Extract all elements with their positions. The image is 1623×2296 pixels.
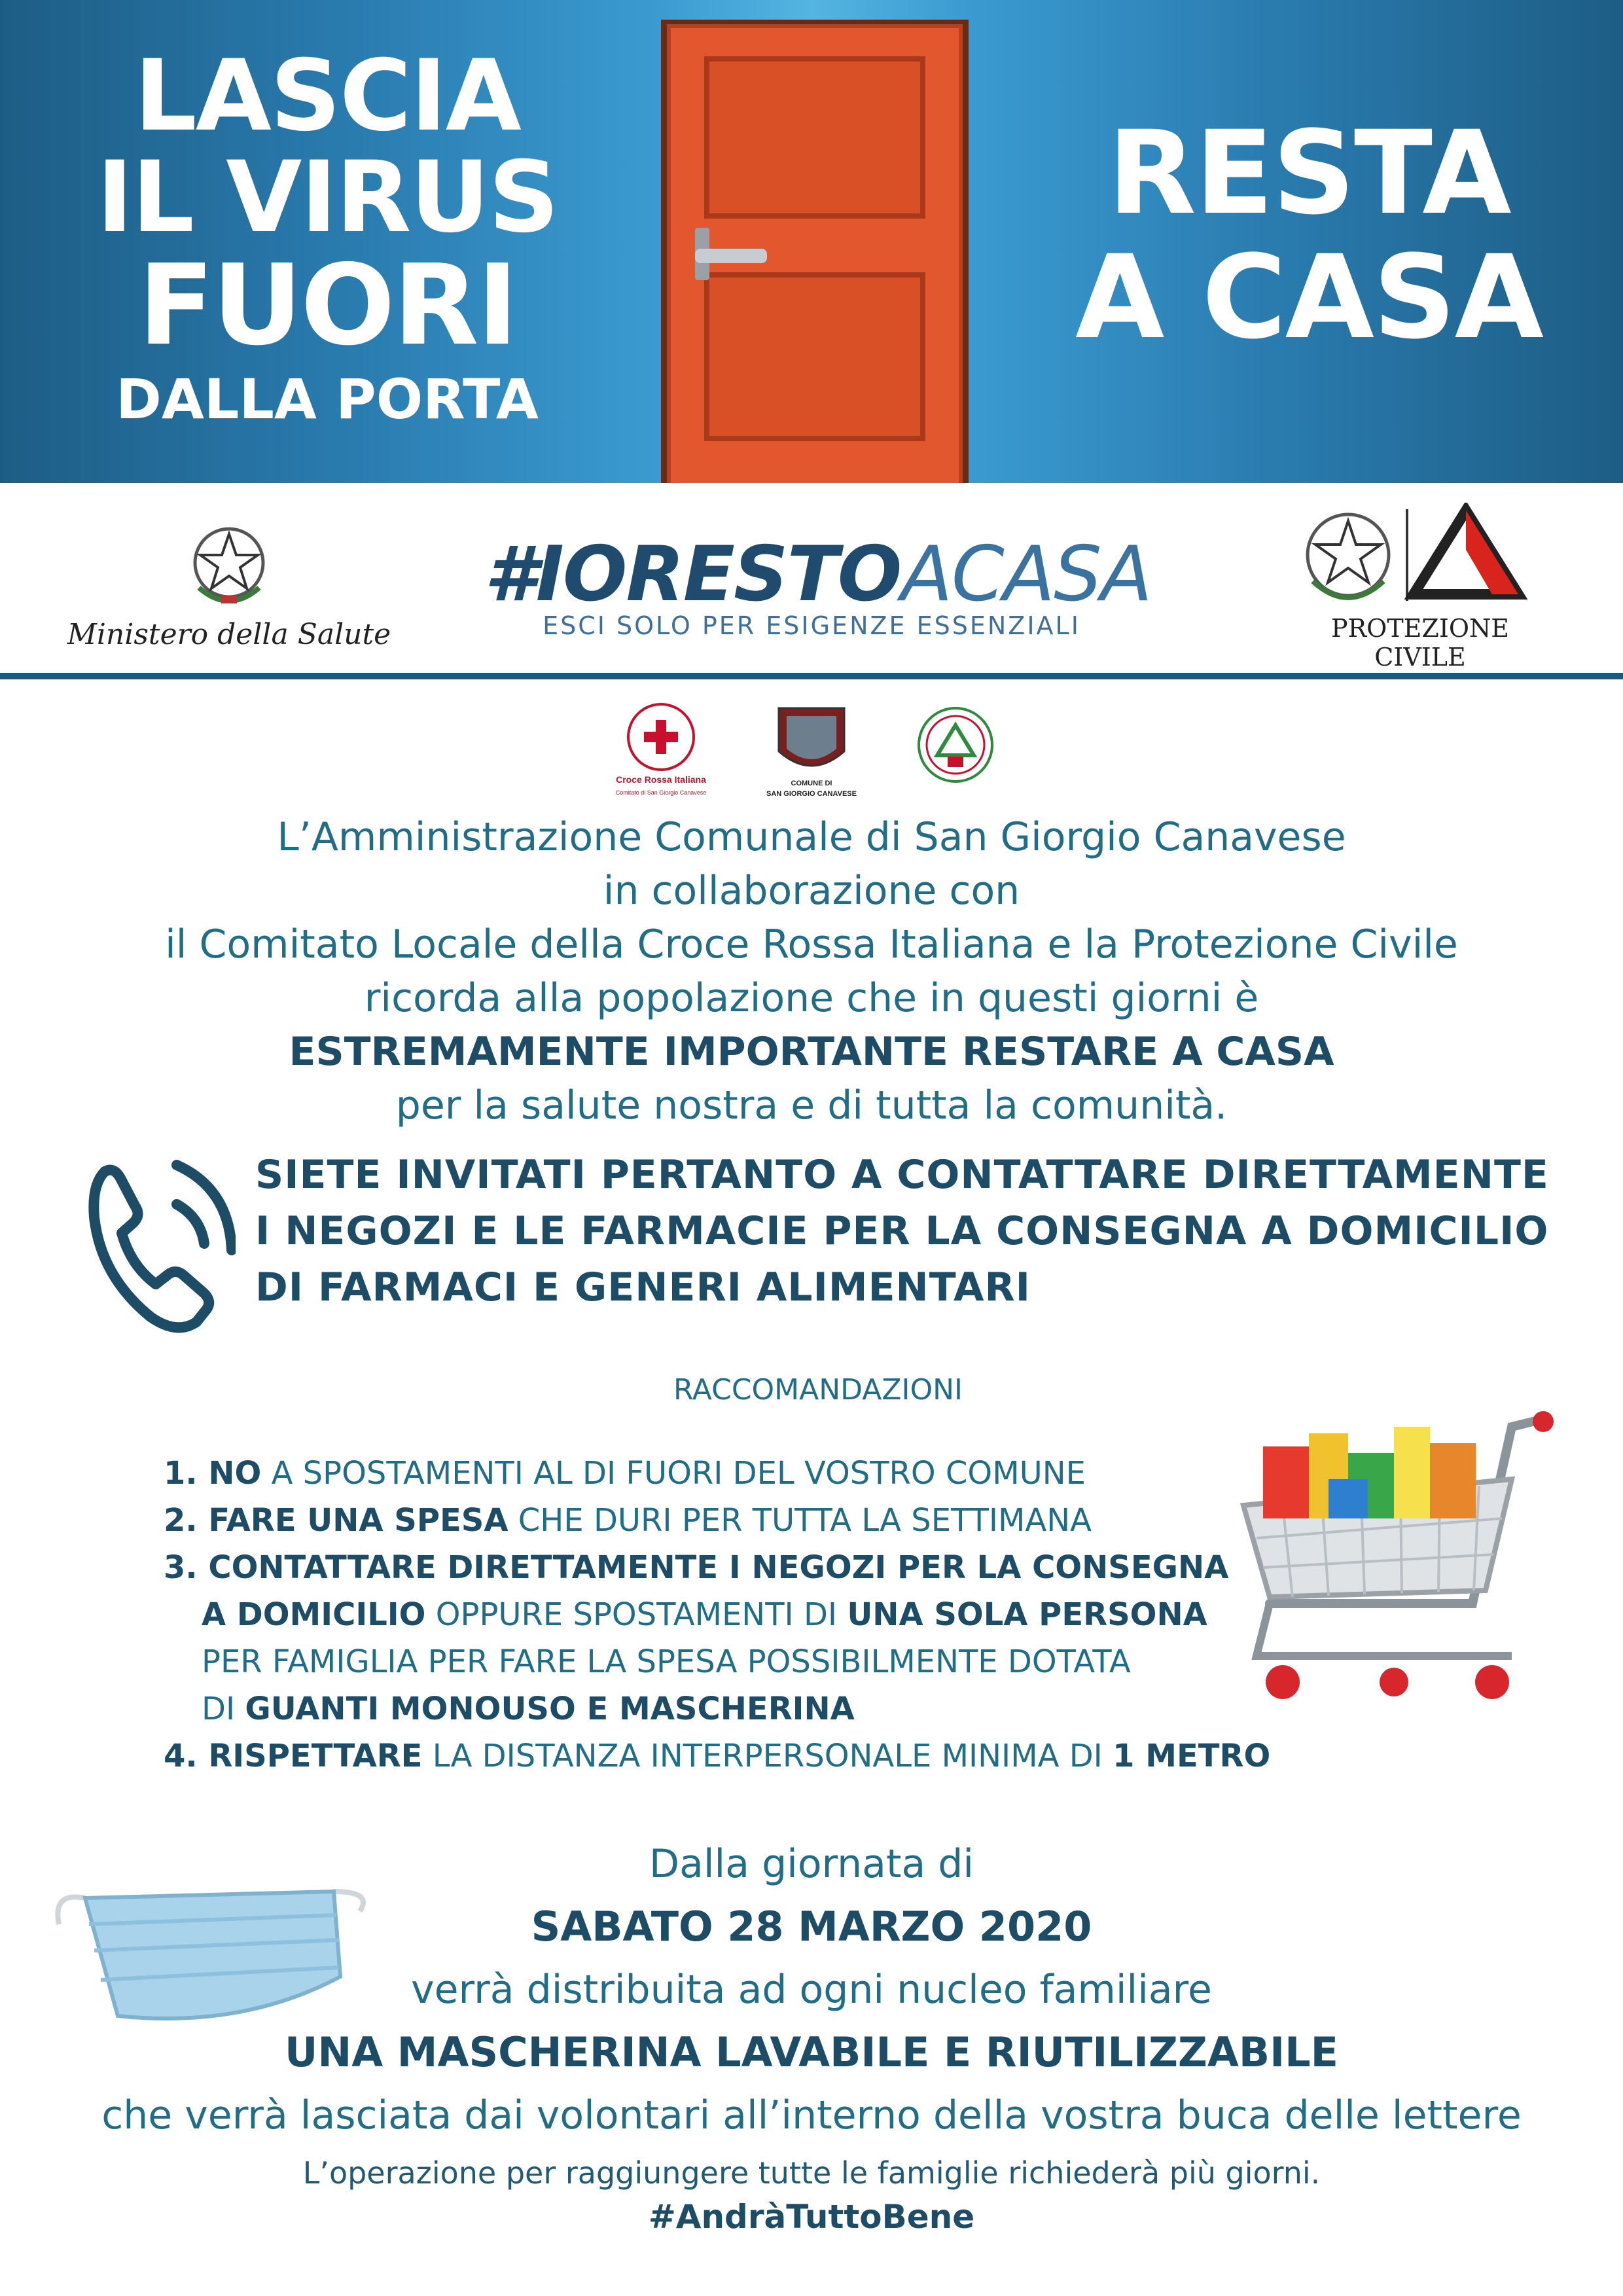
- italian-emblem-icon: [190, 522, 268, 607]
- distribution-line: verrà distribuita ad ogni nucleo familiare: [411, 1967, 1212, 2013]
- list-item-continuation: [164, 1685, 1329, 1732]
- list-item: [164, 1450, 1329, 1497]
- list-item-continuation: [164, 1591, 1329, 1638]
- hashtag-subtitle: ESCI SOLO PER ESIGENZE ESSENZIALI: [543, 611, 1080, 640]
- list-item: [164, 1544, 1329, 1591]
- distribution-date: SABATO 28 MARZO 2020: [531, 1903, 1092, 1950]
- iorestoacasa-hashtag: [484, 530, 1152, 619]
- item-text: CHE DURI PER TUTTA LA SETTIMANA: [508, 1502, 1092, 1539]
- notice-line: I NEGOZI E LE FARMACIE PER LA CONSEGNA A DOMICILIO: [255, 1208, 1549, 1254]
- item-text: OPPURE SPOSTAMENTI DI: [425, 1596, 847, 1633]
- volontariato-logo: [919, 708, 992, 781]
- item-bold: GUANTI MONOUSO E MASCHERINA: [245, 1691, 855, 1727]
- shopping-cart-icon: [1230, 1407, 1597, 1721]
- list-item: [164, 1732, 1329, 1780]
- banner-left-line: FUORI: [138, 241, 516, 370]
- intro-line: in collaborazione con: [603, 868, 1020, 914]
- distribution-mask-title: UNA MASCHERINA LAVABILE E RIUTILIZZABILE: [284, 2028, 1339, 2076]
- cri-subtitle: Comitato di San Giorgio Canavese: [615, 789, 707, 796]
- intro-emphasis: ESTREMAMENTE IMPORTANTE RESTARE A CASA: [289, 1029, 1334, 1075]
- notice-line: SIETE INVITATI PERTANTO A CONTATTARE DIRETTAMENTE: [255, 1152, 1549, 1198]
- item-text: LA DISTANZA INTERPERSONALE MINIMA DI: [422, 1738, 1113, 1774]
- intro-line: per la salute nostra e di tutta la comunità.: [395, 1083, 1228, 1128]
- distribution-line: Dalla giornata di: [649, 1841, 974, 1887]
- recommendations-title: RACCOMANDAZIONI: [673, 1373, 963, 1407]
- delivery-notice: [255, 1147, 1577, 1316]
- item-bold: 1. NO: [164, 1455, 262, 1492]
- banner: [0, 0, 1623, 483]
- distribution-note: L’operazione per raggiungere tutte le famiglie richiederà più giorni.: [302, 2155, 1321, 2191]
- intro-text: [79, 810, 1544, 1132]
- list-item: [164, 1497, 1329, 1544]
- phone-icon: [79, 1145, 236, 1342]
- recommendations-list: [164, 1450, 1329, 1780]
- item-text: DI: [202, 1691, 245, 1727]
- ministero-logo: [59, 522, 399, 651]
- item-bold: UNA SOLA PERSONA: [847, 1596, 1207, 1633]
- banner-right-line: A CASA: [1075, 230, 1543, 365]
- hashtag-light: ACASA: [901, 530, 1152, 619]
- croce-rossa-logo: [616, 704, 707, 796]
- distribution-line: che verrà lasciata dai volontari all’interno della vostra buca delle lettere: [101, 2092, 1522, 2138]
- comune-line-2: SAN GIORGIO CANAVESE: [766, 790, 857, 798]
- institutional-logos: [0, 483, 1623, 679]
- partner-logos: [615, 699, 1008, 804]
- protezione-civile-name: PROTEZIONE CIVILE: [1331, 614, 1509, 672]
- item-bold: 1 METRO: [1113, 1738, 1271, 1774]
- footer-hashtag: #AndràTuttoBene: [648, 2198, 975, 2236]
- door-illustration: [661, 20, 969, 486]
- item-bold: 2. FARE UNA SPESA: [164, 1502, 508, 1539]
- item-bold: 4. RISPETTARE: [164, 1738, 423, 1774]
- intro-line: L’Amministrazione Comunale di San Giorgio Canavese: [277, 814, 1346, 860]
- cri-name: Croce Rossa Italiana: [616, 774, 706, 785]
- protezione-civile-logo: [1283, 503, 1558, 672]
- banner-left-slogan: [92, 39, 563, 435]
- banner-left-line: LASCIA: [134, 39, 520, 153]
- banner-right-slogan: [1060, 106, 1558, 365]
- item-text: PER FAMIGLIA PER FARE LA SPESA POSSIBILMENTE DOTATA: [202, 1643, 1131, 1680]
- banner-right-line: RESTA: [1107, 106, 1510, 240]
- protezione-civile-emblem-icon: [1296, 503, 1544, 607]
- distribution-announcement: [79, 1833, 1544, 2199]
- hashtag-bold: #IORESTO: [484, 530, 901, 619]
- intro-line: il Comitato Locale della Croce Rossa Italiana e la Protezione Civile: [165, 922, 1458, 967]
- item-bold: 3. CONTATTARE DIRETTAMENTE I NEGOZI PER LA CONSEGNA: [164, 1549, 1229, 1586]
- banner-left-line: DALLA PORTA: [116, 367, 539, 431]
- list-item-continuation: [164, 1638, 1329, 1685]
- comune-line-1: COMUNE DI: [791, 780, 832, 787]
- notice-line: DI FARMACI E GENERI ALIMENTARI: [255, 1265, 1031, 1310]
- item-text: A SPOSTAMENTI AL DI FUORI DEL VOSTRO COMUNE: [261, 1455, 1086, 1492]
- ministero-name: Ministero della Salute: [67, 618, 391, 651]
- intro-line: ricorda alla popolazione che in questi giorni è: [364, 975, 1259, 1021]
- iorestoacasa-logo: [484, 530, 1152, 640]
- section-divider: [0, 673, 1623, 679]
- banner-left-line: IL VIRUS: [96, 141, 558, 255]
- comune-coat-of-arms: [766, 708, 857, 798]
- item-bold: A DOMICILIO: [202, 1596, 426, 1633]
